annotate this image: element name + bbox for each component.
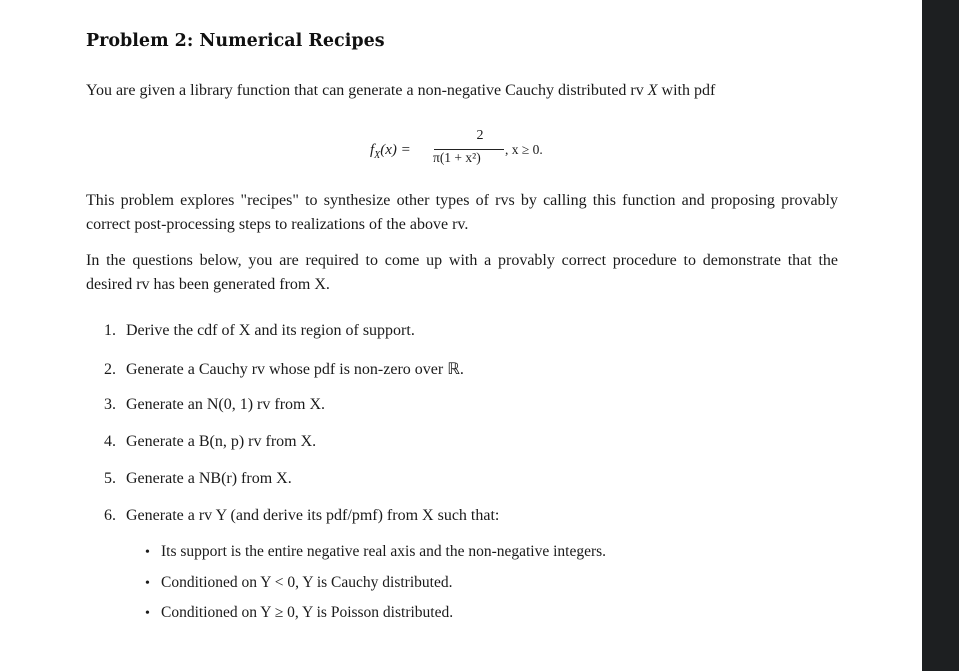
bullet-icon: •: [145, 545, 150, 560]
list-item: 6. Generate a rv Y (and derive its pdf/pmf) from X such that:: [104, 507, 500, 524]
list-item: • Its support is the entire negative real axis and the non-negative integers.: [145, 543, 607, 560]
list-item: 2. Generate a Cauchy rv whose pdf is non-zero over ℝ.: [104, 361, 464, 378]
list-item: 3. Generate an N(0, 1) rv from X.: [104, 396, 326, 413]
explore-paragraph: This problem explores "recipes" to synthesize other types of rvs by calling this function and proposing provably correct post-processing steps to realizations of the above rv.: [86, 192, 838, 233]
intro-text-a: You are given a library function that can generate a non-negative Cauchy distributed rv: [86, 82, 644, 99]
intro-text-b: with pdf: [661, 82, 716, 99]
equation-denominator: π(1 + x²): [433, 150, 481, 165]
intro-variable: X: [647, 82, 658, 99]
list-item: 4. Generate a B(n, p) rv from X.: [104, 433, 317, 450]
equation-lhs: $f_X(x)$ =: [370, 142, 411, 161]
list-item: 5. Generate a NB(r) from X.: [104, 470, 292, 487]
list-item: • Conditioned on Y < 0, Y is Cauchy distributed.: [145, 574, 453, 591]
intro-paragraph: [86, 79, 866, 103]
bullet-icon: •: [145, 606, 150, 621]
bullet-icon: •: [145, 576, 150, 591]
instructions-paragraph: In the questions below, you are required to come up with a provably correct procedure to demonstrate that the desired rv has been generated from X.: [86, 252, 838, 293]
equation-numerator: 2: [476, 128, 484, 143]
problem-heading: Problem 2: Numerical Recipes: [86, 31, 385, 51]
dark-side-panel: [922, 0, 959, 671]
equation-condition: , x ≥ 0.: [505, 142, 543, 157]
list-item: 1. Derive the cdf of X and its region of support.: [104, 322, 415, 339]
list-item: • Conditioned on Y ≥ 0, Y is Poisson distributed.: [145, 604, 454, 621]
